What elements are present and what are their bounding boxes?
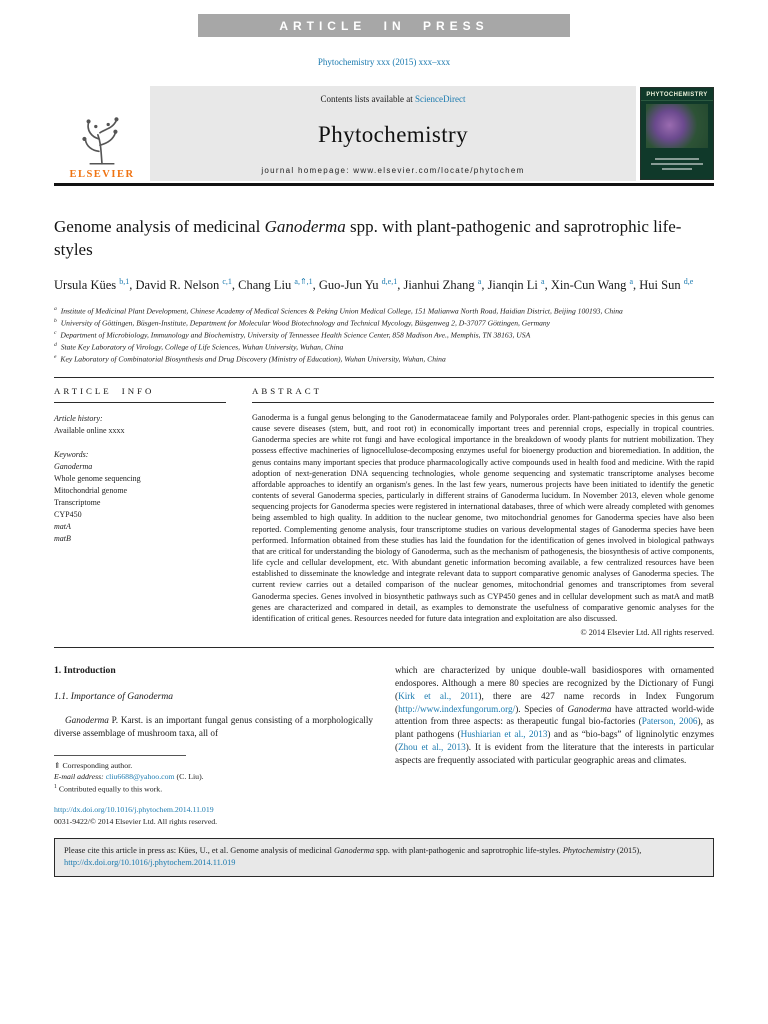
abstract-heading: ABSTRACT — [252, 378, 714, 403]
journal-masthead — [54, 86, 714, 181]
author — [403, 278, 487, 292]
elsevier-tree-icon — [71, 112, 133, 168]
article-info-heading: ARTICLE INFO — [54, 378, 226, 403]
article-title — [54, 216, 694, 262]
cover-footer — [641, 148, 713, 179]
text-segment: Ganoderma — [567, 703, 612, 714]
author-separator: , — [231, 278, 239, 293]
inline-link[interactable]: http://dx.doi.org/10.1016/j.phytochem.2014.11.019 — [64, 858, 236, 868]
text-segment: spp. with plant-pathogenic and saprotrophic life-styles — [54, 217, 682, 259]
keyword: Whole genome sequencing — [54, 474, 141, 484]
contents-prefix: Contents lists available at — [320, 94, 415, 104]
journal-citation-line: Phytochemistry xxx (2015) xxx–xxx — [317, 57, 451, 67]
cover-wrap — [636, 86, 714, 181]
affiliation-sup: d — [54, 342, 57, 349]
text-segment: have attracted world-wide attention from three aspects: as therapeutic fungal bio-factories ( — [395, 703, 714, 727]
author-separator: , — [312, 278, 319, 293]
inline-link[interactable]: Paterson, 2006 — [641, 716, 698, 727]
text-segment: Ganoderma — [65, 714, 109, 725]
subsection-heading-importance: 1.1. Importance of Ganoderma — [54, 691, 174, 703]
cover-text-line — [655, 158, 699, 160]
footnote-email — [54, 771, 373, 783]
affiliation — [54, 317, 714, 329]
text-segment: Please cite this article in press as: Kües, U., et al. Genome analysis of medicinal — [64, 845, 335, 855]
author-name: Chang Liu — [238, 278, 295, 293]
keyword: Ganoderma — [54, 462, 93, 472]
right-column — [395, 664, 714, 828]
keyword: Mitochondrial genome — [54, 486, 128, 496]
affiliation-sup: c — [54, 330, 57, 337]
text-segment: which are characterized by unique double-wall basidiospores with ornamented endospores. Although a mere 80 species are recognized by the Dictionary of Fungi ( — [395, 664, 714, 701]
keywords-block — [54, 449, 226, 545]
author-separator: , — [633, 278, 640, 293]
journal-homepage-link[interactable]: journal homepage: www.elsevier.com/locate/phytochem — [261, 166, 525, 175]
affiliation-text: Key Laboratory of Combinatorial Biosynthesis and Drug Discovery (Ministry of Education), Wuhan University, Wuhan, China — [58, 354, 446, 364]
article-history-value: Available online xxxx — [54, 426, 125, 436]
affiliation — [54, 329, 714, 341]
affiliation-text: Department of Microbiology, Immunology and Biochemistry, University of Tennessee Health Science Center, 858 Madison Ave., Memphis, TN 38163, USA — [58, 330, 531, 340]
article-info-body — [54, 413, 226, 555]
inline-link[interactable]: Zhou et al., 2013 — [398, 742, 466, 753]
author-affiliation-sup: a — [541, 276, 545, 286]
body-columns — [54, 664, 714, 828]
masthead-rule — [54, 183, 714, 186]
banner-label: ARTICLE IN PRESS — [279, 18, 489, 33]
cover-title-band — [641, 88, 713, 101]
cover-text-line — [662, 168, 692, 170]
author-name: David R. Nelson — [135, 278, 223, 293]
affiliation — [54, 305, 714, 317]
affiliation-list — [54, 305, 714, 365]
affiliation-text: University of Göttingen, Büsgen-Institute, Department for Molecular Wood Biotechnology and Technical Mycology, Büsgenweg 2, D-37077 Göttingen, Germany — [58, 318, 551, 328]
elsevier-logo-block — [54, 86, 150, 181]
author-name: Jianqin Li — [487, 278, 542, 293]
cover-title: PHYTOCHEMISTRY — [646, 92, 708, 98]
text-segment: Ganoderma — [334, 845, 375, 855]
journal-masthead-title: Phytochemistry — [318, 122, 468, 147]
author — [319, 278, 404, 292]
author — [136, 278, 239, 292]
author — [639, 278, 693, 292]
abstract-column — [252, 378, 714, 647]
text-segment: ). Species of — [515, 703, 568, 714]
author-name: Guo-Jun Yu — [318, 278, 382, 293]
section-heading-introduction: 1. Introduction — [54, 664, 116, 676]
affiliation-sup: b — [54, 318, 57, 325]
author-affiliation-sup: a,⇑,1 — [294, 276, 313, 286]
text-segment: ). It is evident from the literature that the interests in particular aspects are frequently associated with particular geographic areas and climates. — [395, 742, 715, 766]
keyword: Transcriptome — [54, 498, 101, 508]
elsevier-wordmark: ELSEVIER — [69, 169, 135, 180]
footnote-separator — [54, 755, 186, 756]
author-separator: , — [481, 278, 488, 293]
left-column — [54, 664, 373, 828]
journal-cover-thumbnail — [640, 87, 714, 180]
text-segment: ), there are 427 name records in Index Fungorum ( — [395, 690, 715, 714]
text-segment: (C. Liu). — [174, 772, 204, 782]
footnote-corresponding — [54, 760, 373, 772]
text-segment: Genome analysis of medicinal — [54, 217, 265, 236]
article-info-abstract-section — [54, 377, 714, 648]
author-affiliation-sup: d,e — [683, 276, 694, 286]
abstract-text: Ganoderma is a fungal genus belonging to the Ganodermataceae family and Polyporales order. Plant-pathogenic species in this genus can cause severe diseases (stem, butt, and root rot) in economically important trees and perennial crops, especially in tropical countries. Ganoderma species are white rot fungi and have ecological importance in the breakdown of woody plants for nutrient mobilization. They possess effective machineries of lignocellulose-decomposing enzymes useful for bioenergy production and bioremediation. In addition, the genus contains many important species that produce pharmacologically active compounds used in health food and medicine. With the rapid adoption of next-generation DNA sequencing technologies, whole genome sequencing and systematic transcriptome analyses become affordable approaches to identify an organism's genes. In the last few years, numerous projects have been initiated to identify the genetic contents of several Ganoderma species, particularly in different strains of Ganoderma lucidum. In November 2013, eleven whole genome sequencing projects for Ganoderma species were registered in international databases, three of which were already completed with genomes being assembled to high quality. In addition to the nuclear genome, two mitochondrial genomes for Ganoderma species have also been reported. Complementing genome analysis, four transcriptome studies on various developmental stages of Ganoderma species have been performed. Information obtained from these studies has laid the foundation for the identification of genes involved in biological pathways that are critical for understanding the biology of Ganoderma, such as the mechanism of pathogenesis, the biosynthesis of active components, life cycle and cellular development, etc. With abundant genetic information becoming available, a few centralized resources have been established to disseminate the knowledge and integrate relevant data to support comparative genomic analyses of Ganoderma species. The current review carries out a detailed comparison of the nuclear genomes, mitochondrial genomes and transcriptomes from several Ganoderma species. Genes involved in biosynthetic pathways such as CYP450 genes and in cellular development such as matA and matB genes are characterized and compared in detail, as examples to demonstrate the usefulness of comparative genomic analyses for the identification of critical genes. Resources needed for future data integration and exploitation are also discussed. — [252, 413, 714, 623]
author-affiliation-sup: a — [629, 276, 634, 286]
masthead-center-panel — [150, 86, 636, 181]
author-list — [54, 276, 702, 296]
keyword: matA — [54, 522, 71, 532]
affiliation — [54, 341, 714, 353]
article-in-press-banner — [198, 14, 570, 37]
please-cite-box — [54, 838, 714, 877]
footnote-contributed — [54, 783, 373, 795]
sciencedirect-link[interactable]: ScienceDirect — [415, 94, 466, 104]
author-affiliation-sup: b,1 — [119, 276, 130, 286]
inline-link[interactable]: http://www.indexfungorum.org/ — [398, 703, 516, 714]
abstract-copyright: © 2014 Elsevier Ltd. All rights reserved. — [580, 627, 714, 637]
body-paragraph — [395, 664, 714, 767]
author — [54, 278, 136, 292]
author-name: Jianhui Zhang — [403, 278, 478, 293]
author-name: Ursula Kües — [54, 278, 120, 293]
text-segment: 1 — [54, 783, 57, 790]
text-segment: P. Karst. is an important fungal genus consisting of a morphologically diverse assemblage of mushroom taxa, all of — [54, 714, 373, 738]
inline-link[interactable]: cliu6688@yahoo.com — [105, 772, 175, 782]
keyword: CYP450 — [54, 510, 82, 520]
affiliation-text: Institute of Medicinal Plant Development, Chinese Academy of Medical Sciences & Peking Union Medical College, 151 Malianwa North Road, Haidian District, Beijing 100193, China — [58, 306, 623, 316]
author — [488, 278, 551, 292]
affiliation-text: State Key Laboratory of Virology, College of Life Sciences, Wuhan University, Wuhan, China — [58, 342, 344, 352]
article-history-label: Article history: — [54, 414, 103, 424]
keyword: matB — [54, 534, 71, 544]
author-separator: , — [544, 278, 551, 293]
text-segment: E-mail address: — [54, 772, 106, 782]
affiliation — [54, 353, 714, 365]
affiliation-sup: a — [54, 306, 57, 313]
keywords-list — [54, 461, 226, 545]
author-name: Xin-Cun Wang — [550, 278, 630, 293]
text-segment: spp. with plant-pathogenic and saprotrophic life-styles. — [374, 845, 563, 855]
affiliation-sup: e — [54, 354, 57, 361]
article-info-column — [54, 378, 226, 647]
intro-paragraph — [54, 714, 373, 740]
issn-copyright-line: 0031-9422/© 2014 Elsevier Ltd. All rights reserved. — [54, 816, 218, 826]
footnotes-block — [54, 755, 373, 796]
text-segment: ⇑ Corresponding author. — [54, 760, 133, 770]
inline-link[interactable]: Kirk et al., 2011 — [398, 690, 479, 701]
doi-block — [54, 804, 373, 827]
keywords-label: Keywords: — [54, 450, 89, 460]
text-segment: Phytochemistry — [562, 845, 615, 855]
author-affiliation-sup: c,1 — [222, 276, 232, 286]
text-segment: ), as plant pathogens ( — [395, 716, 715, 740]
author-separator: , — [129, 278, 136, 293]
text-segment: (2015), — [614, 845, 642, 855]
author — [551, 278, 639, 292]
author — [238, 278, 319, 292]
cover-photo — [646, 104, 708, 148]
author-separator: , — [397, 278, 404, 293]
inline-link[interactable]: Hushiarian et al., 2013 — [460, 729, 548, 740]
cover-text-line — [651, 163, 703, 165]
contents-list-line — [154, 94, 632, 104]
author-affiliation-sup: a — [477, 276, 482, 286]
text-segment: Contributed equally to this work. — [56, 784, 163, 794]
text-segment: Ganoderma — [264, 217, 346, 236]
author-affiliation-sup: d,e,1 — [381, 276, 398, 286]
doi-link[interactable]: http://dx.doi.org/10.1016/j.phytochem.2014.11.019 — [54, 805, 214, 815]
text-segment: ) and as “bio-bags” of ligninolytic enzymes ( — [395, 729, 714, 753]
author-name: Hui Sun — [639, 278, 684, 293]
